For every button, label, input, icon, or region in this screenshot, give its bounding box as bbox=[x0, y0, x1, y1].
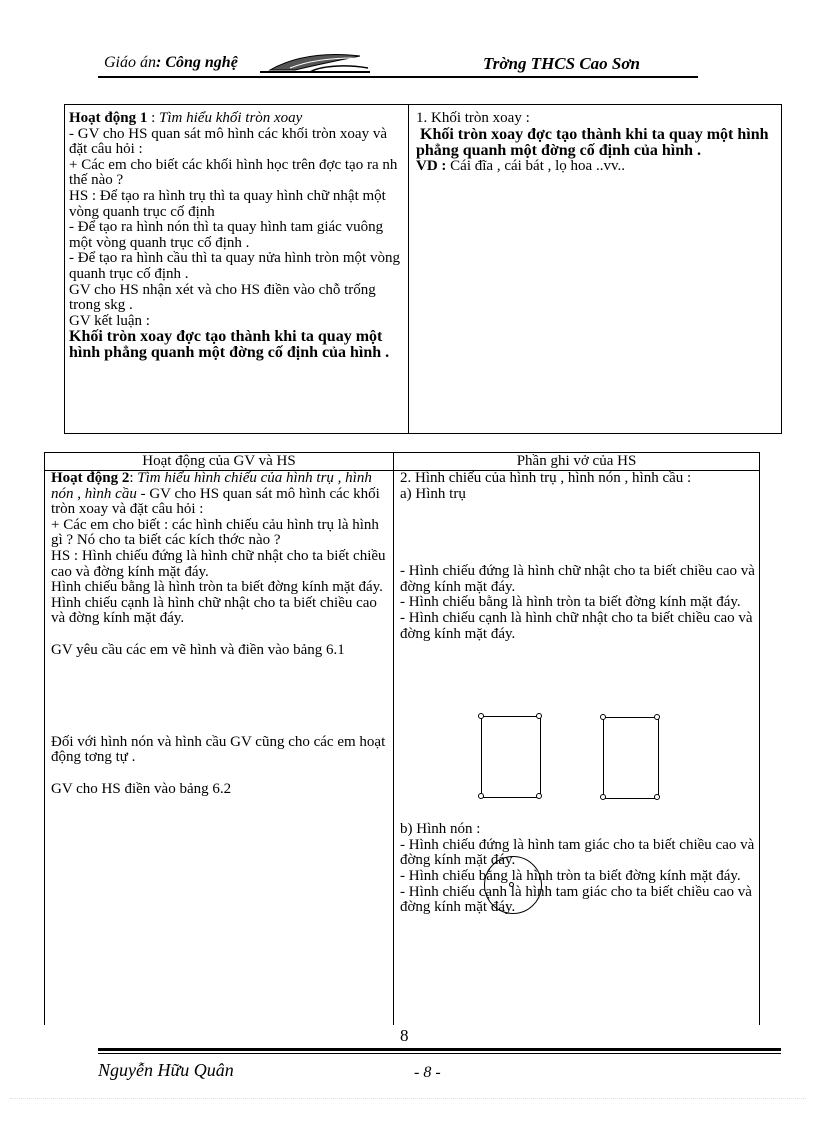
activity-2-task: GV yêu cầu các em vẽ hình và điền vào bảng 6.1 bbox=[51, 641, 345, 658]
header-subject-name: Công nghệ bbox=[165, 54, 238, 71]
bottom-dotted-rule bbox=[10, 1098, 806, 1099]
front-view-rectangle bbox=[481, 716, 541, 798]
activity-1-line: HS : Để tạo ra hình trụ thì ta quay hình chữ nhật một vòng quanh trục cố định bbox=[69, 187, 386, 220]
activity-1-conclusion: Khối tròn xoay đợc tạo thành khi ta quay một hình phẳng quanh một đờng cố định của hình . bbox=[69, 328, 390, 362]
corner-handle bbox=[654, 794, 660, 800]
activity-2-left-cell bbox=[51, 471, 389, 797]
activity-1-line: - Để tạo ra hình nón thì ta quay hình tam giác vuông một vòng quanh trục cố định . bbox=[69, 219, 384, 251]
activity-2-task: Đối với hình nón và hình cầu GV cũng cho các em hoạt động tơng tự . bbox=[51, 733, 386, 766]
header-rule bbox=[98, 76, 698, 78]
header-teacher-student: Hoạt động của GV và HS bbox=[142, 453, 296, 469]
footer-author: Nguyễn Hữu Quân bbox=[98, 1060, 234, 1080]
activity-1-line: - GV cho HS quan sát mô hình các khối tròn xoay và đặt câu hỏi : bbox=[69, 125, 387, 158]
corner-handle bbox=[478, 793, 484, 799]
activity-2-line: + Các em cho biết : các hình chiếu cảu hình trụ là hình gì ? Nó cho ta biết các kích thớc nào ? bbox=[51, 516, 379, 549]
activity-1-left-cell bbox=[65, 105, 409, 433]
corner-handle bbox=[478, 713, 484, 719]
header-student-notes: Phần ghi vở của HS bbox=[516, 453, 637, 469]
footer-rule-thick bbox=[98, 1048, 781, 1051]
cone-note: - Hình chiếu cạnh là hình tam giác cho ta biết chiều cao và đờng kính mặt đáy. bbox=[400, 883, 752, 916]
section-1-example: VD : Cái đĩa , cái bát , lọ hoa ..vv.. bbox=[416, 157, 625, 174]
activity-2-line: Hình chiếu bằng là hình tròn ta biết đờng kính mặt đáy. bbox=[51, 579, 383, 596]
corner-handle bbox=[600, 714, 606, 720]
activity-1-title: Hoạt động 1 : Tìm hiểu khối tròn xoay bbox=[69, 110, 303, 126]
cylinder-note: - Hình chiếu cạnh là hình chữ nhật cho ta biết chiều cao và đờng kính mặt đáy. bbox=[400, 609, 753, 642]
page-header bbox=[98, 48, 698, 76]
quill-logo-icon bbox=[250, 46, 380, 76]
activity-1-right-cell bbox=[410, 105, 781, 433]
cylinder-note: - Hình chiếu đứng là hình chữ nhật cho ta biết chiều cao và đờng kính mặt đáy. bbox=[400, 563, 755, 595]
cone-subheading: b) Hình nón : bbox=[400, 821, 481, 838]
activity-1-table bbox=[64, 104, 782, 434]
header-school: Trờng THCS Cao Sơn bbox=[483, 54, 640, 73]
activity-1-line: - Để tạo ra hình cầu thì ta quay nửa hình tròn một vòng quanh trục cố định . bbox=[69, 250, 400, 282]
column-divider bbox=[393, 453, 394, 1025]
cylinder-note: - Hình chiếu bằng là hình tròn ta biết đờng kính mặt đáy. bbox=[400, 594, 741, 611]
circle-center-dot bbox=[509, 882, 514, 887]
activity-1-line: + Các em cho biết các khối hình học trên đợc tạo ra nh thế nào ? bbox=[69, 156, 398, 189]
footer-page-label: - 8 - bbox=[414, 1064, 441, 1081]
corner-handle bbox=[536, 793, 542, 799]
activity-1-line: GV cho HS nhận xét và cho HS điền vào chỗ trống trong skg . bbox=[69, 281, 376, 314]
activity-1-line: GV kết luận : bbox=[69, 312, 150, 329]
activity-2-title: Hoạt động 2: Tìm hiểu hình chiếu của hình trụ , hình nón , hình cầu - GV cho HS quan sát mô hình các khối tròn xoay và đặt câu hỏi : bbox=[51, 470, 380, 518]
header-subject bbox=[104, 54, 238, 72]
activity-2-task: GV cho HS điền vào bảng 6.2 bbox=[51, 780, 232, 797]
activity-2-line: HS : Hình chiếu đứng là hình chữ nhật cho ta biết chiều cao và đờng kính mặt đáy. bbox=[51, 547, 386, 580]
section-1-definition: Khối tròn xoay đợc tạo thành khi ta quay một hình phẳng quanh một đờng cố định của hình . bbox=[416, 125, 769, 159]
cylinder-subheading: a) Hình trụ bbox=[400, 485, 466, 502]
header-sep: : bbox=[156, 54, 162, 71]
table-header-row bbox=[45, 453, 759, 471]
header-prefix: Giáo án bbox=[104, 54, 156, 71]
corner-handle bbox=[654, 714, 660, 720]
corner-handle bbox=[600, 794, 606, 800]
footer-rule-thin bbox=[98, 1053, 781, 1054]
section-2-heading: 2. Hình chiếu của hình trụ , hình nón , hình cầu : bbox=[400, 470, 692, 486]
activity-2-line: Hình chiếu cạnh là hình chữ nhật cho ta biết chiều cao và đờng kính mặt đáy. bbox=[51, 594, 377, 627]
side-view-rectangle bbox=[603, 717, 659, 799]
section-1-heading: 1. Khối tròn xoay : bbox=[416, 110, 530, 126]
cone-note: - Hình chiếu đứng là hình tam giác cho ta biết chiều cao và đờng kính mặt đáy. bbox=[400, 836, 755, 869]
cone-note: - Hình chiếu bằng là hình tròn ta biết đờng kính mặt đáy. bbox=[400, 867, 741, 884]
corner-handle bbox=[536, 713, 542, 719]
activity-2-right-cell bbox=[400, 471, 755, 916]
page-number: 8 bbox=[400, 1026, 409, 1045]
